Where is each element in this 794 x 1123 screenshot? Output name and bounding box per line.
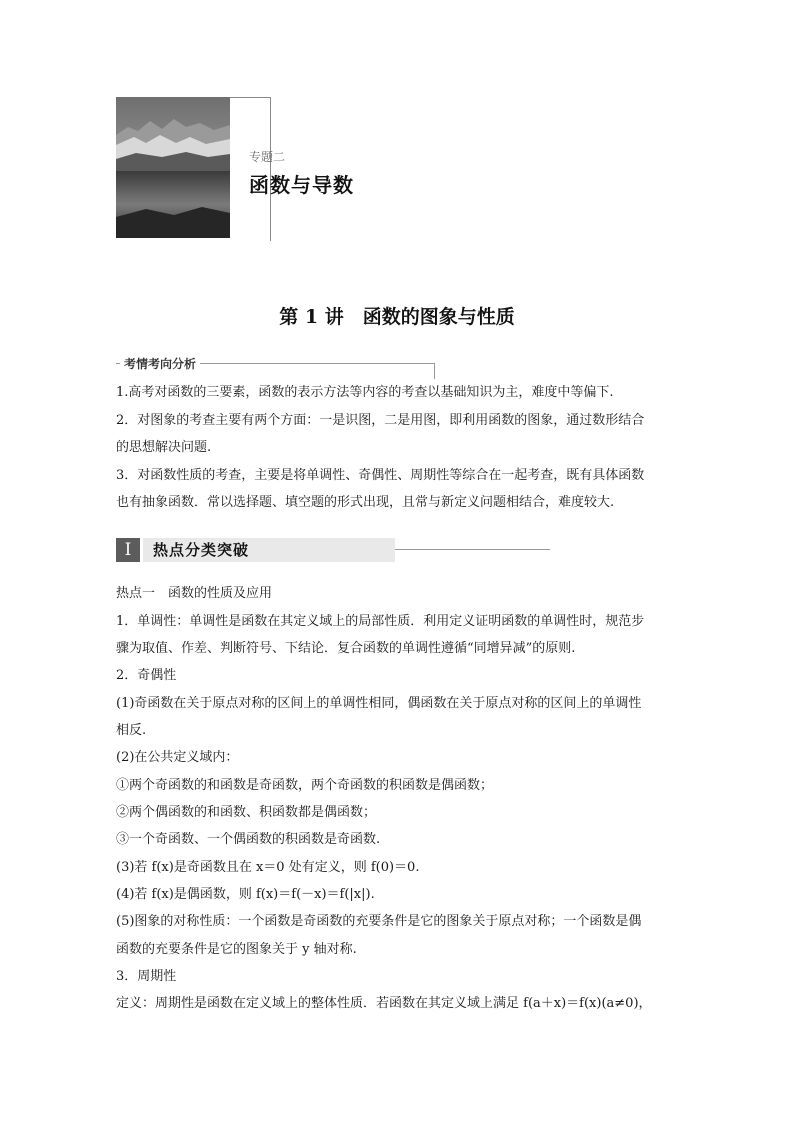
body-line: ③一个奇函数、一个偶函数的积函数是奇函数. [116,832,381,847]
body-line: ②两个偶函数的和函数、积函数都是偶函数； [116,805,377,820]
section-number: Ⅰ [116,538,140,562]
hotspot-title: 热点一 函数的性质及应用 [116,586,273,601]
body-line: 骤为取值、作差、判断符号、下结论．复合函数的单调性遵循“同增异减”的原则. [116,641,576,656]
body-line: (5)图象的对称性质：一个函数是奇函数的充要条件是它的图象关于原点对称；一个函数是偶 [116,914,642,929]
analysis-box [116,357,435,379]
lecture-title: 第 1 讲 函数的图象与性质 [279,306,515,328]
body-line: ①两个奇函数的和函数是奇函数，两个奇函数的积函数是偶函数； [116,778,494,793]
analysis-item: 3．对函数性质的考查，主要是将单调性、奇偶性、周期性等综合在一起考查，既有具体函数 [116,468,645,483]
section-rule [395,549,550,550]
body-line: 函数的充要条件是它的图象关于 y 轴对称. [116,942,357,957]
body-line: (1)奇函数在关于原点对称的区间上的单调性相同，偶函数在关于原点对称的区间上的单调性 [116,696,642,711]
analysis-item: 2．对图象的考查主要有两个方面：一是识图，二是用图，即利用函数的图象，通过数形结合 [116,413,645,428]
body-line: 3．周期性 [116,969,177,984]
body-line: (4)若 f(x)是偶函数，则 f(x)＝f(－x)＝f(|x|). [116,887,375,902]
analysis-label: 考情考向分析 [120,355,200,372]
chapter-cover [116,97,354,241]
analysis-item: 1.高考对函数的三要素，函数的表示方法等内容的考查以基础知识为主，难度中等偏下. [116,385,614,400]
analysis-item: 也有抽象函数．常以选择题、填空题的形式出现，且常与新定义问题相结合，难度较大. [116,495,615,510]
body-line: (3)若 f(x)是奇函数且在 x＝0 处有定义，则 f(0)＝0. [116,860,420,875]
analysis-item: 的思想解决问题. [116,440,212,455]
body-line: 2．奇偶性 [116,668,177,683]
body-line: 相反. [116,723,147,738]
cover-subtitle: 专题二 [249,150,286,164]
section-title: 热点分类突破 [153,541,250,559]
cover-title: 函数与导数 [249,173,354,197]
section-banner-tab [143,538,279,562]
body-line: (2)在公共定义域内： [116,750,239,765]
cover-landscape-image [116,97,230,238]
body-line: 1．单调性：单调性是函数在其定义域上的局部性质．利用定义证明函数的单调性时，规范步 [116,614,645,629]
body-line: 定义：周期性是函数在定义域上的整体性质．若函数在其定义域上满足 f(a＋x)＝f(x)(a≠0)， [116,996,652,1011]
